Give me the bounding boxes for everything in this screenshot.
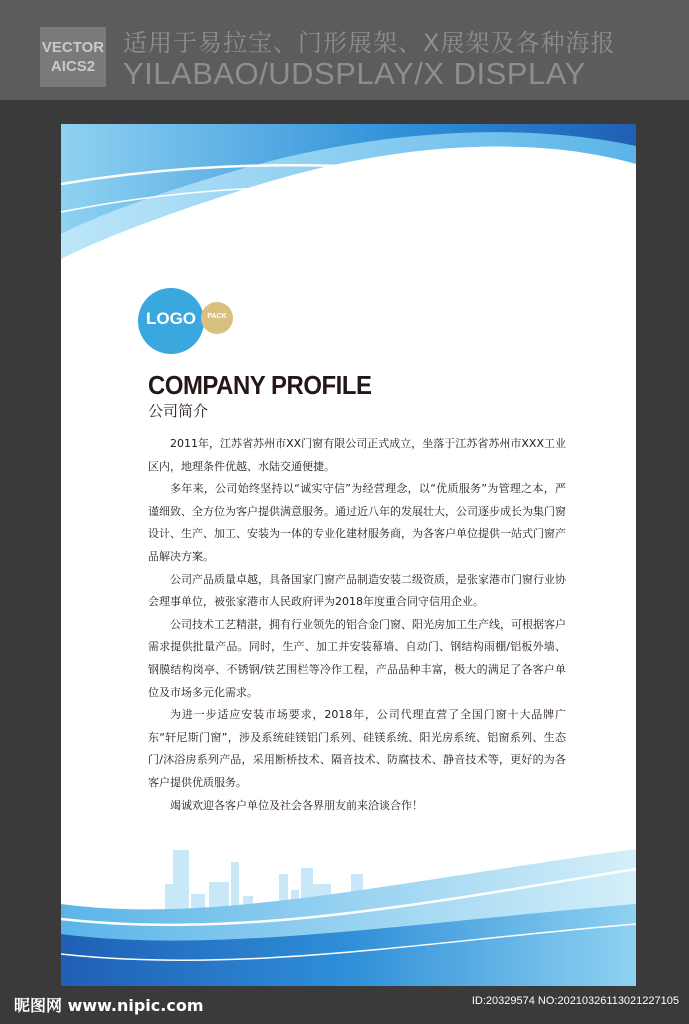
poster (61, 124, 636, 986)
company-profile-title: COMPANY PROFILE (148, 370, 372, 400)
watermark-site: 昵图网 www.nipic.com (14, 996, 204, 1015)
paragraph-6: 竭诚欢迎各客户单位及社会各界朋友前来洽谈合作！ (170, 798, 423, 812)
paragraph-2: 多年来，公司始终坚持以“诚实守信”为经营理念，以“优质服务”为管理之本，严谨细致、全方位为客户提供满意服务。通过近八年的发展壮大，公司逐步成长为集门窗设计、生产、加工、安装为一体的专业化建材服务商，为各客户单位提供一站式门窗产品解决方案。 (148, 482, 566, 563)
banner-title-cn: 适用于易拉宝、门形展架、X展架及各种海报 (123, 29, 616, 57)
paragraph-3: 公司产品质量卓越，具备国家门窗产品制造安装二级资质，是张家港市门窗行业协会理事单位，被张家港市人民政府评为2018年度重合同守信用企业。 (148, 572, 566, 609)
paragraph-5: 为进一步适应安装市场要求，2018年，公司代理直营了全国门窗十大品牌广东“轩尼斯门窗”，涉及系统硅镁铝门系列、硅镁系统、阳光房系统、铝窗系列、生态门/沐浴房系列产品，采用断桥技术、隔音技术、防腐技术、静音技术等，更好的为各客户提供优质服务。 (148, 708, 566, 789)
vector-badge (40, 27, 106, 87)
banner-title-en: YILABAO/UDSPLAY/X DISPLAY (123, 56, 586, 91)
badge-line-1: VECTOR (41, 39, 105, 56)
paragraph-1: 2011年，江苏省苏州市XX门窗有限公司正式成立，坐落于江苏省苏州市XXX工业区内，地理条件优越、水陆交通便捷。 (148, 437, 566, 473)
top-banner (0, 0, 689, 100)
watermark-id: ID:20329574 NO:20210326113021227105 (471, 995, 679, 1007)
profile-body (148, 433, 566, 817)
company-profile-subtitle: 公司简介 (148, 402, 209, 420)
logo-text: LOGO (145, 309, 197, 328)
logo-pack-text: PACK (207, 313, 227, 320)
badge-line-2: AICS2 (50, 58, 96, 75)
paragraph-4: 公司技术工艺精湛，拥有行业领先的铝合金门窗、阳光房加工生产线，可根据客户需求提供批量产品。同时，生产、加工并安装幕墙、自动门、钢结构雨棚/铝板外墙、钢膜结构岗亭、不锈钢/铁艺围栏等冷作工程，产品品种丰富，极大的满足了各客户单位及市场多元化需求。 (148, 617, 566, 699)
